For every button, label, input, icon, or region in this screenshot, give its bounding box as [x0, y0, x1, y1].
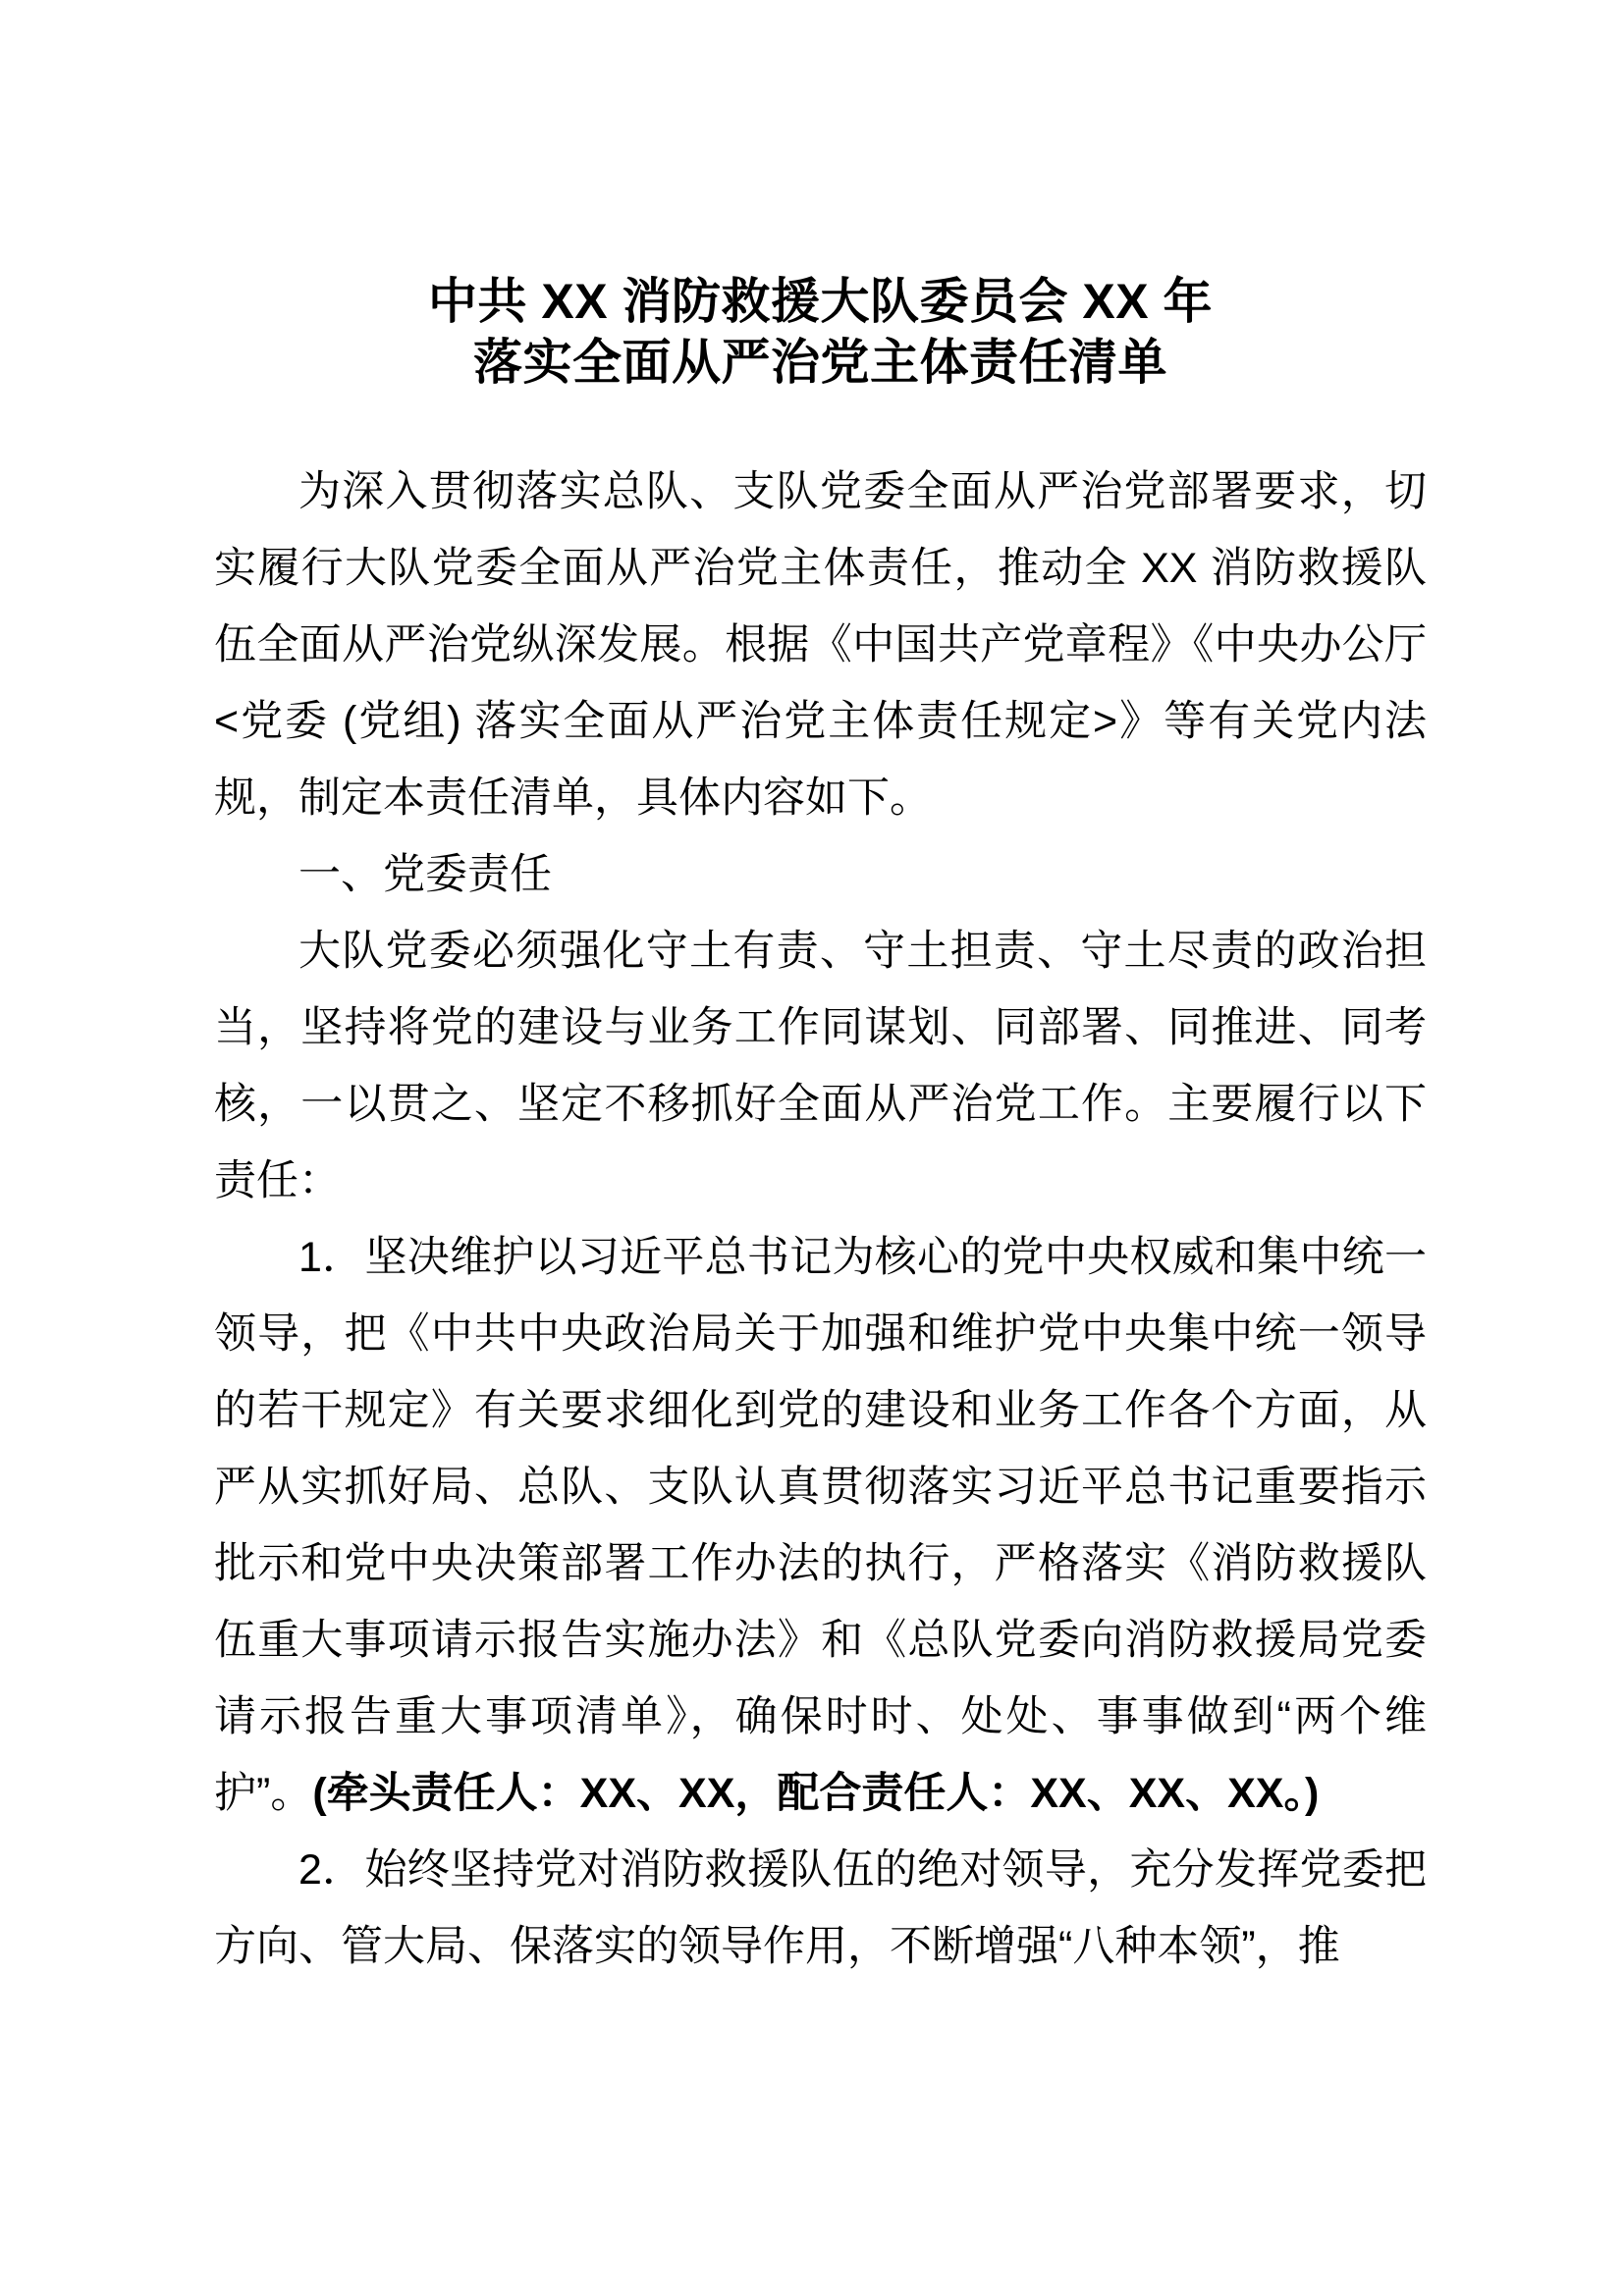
section-heading-1: 一、党委责任	[298, 851, 552, 898]
paragraph-section-1-intro: 大队党委必须强化守土有责、守土担责、守土尽责的政治担当，坚持将党的建设与业务工作同谋划、同部署、同推进、同考核，一以贯之、坚定不移抓好全面从严治党工作。主要履行以下责任：	[214, 928, 1427, 1204]
document-body	[214, 393, 1427, 1985]
document-title-block	[214, 0, 1427, 393]
document-content	[214, 0, 1427, 1985]
paragraph-item-2: 2．始终坚持党对消防救援队伍的绝对领导，充分发挥党委把方向、管大局、保落实的领导作用，不断增强“八种本领”，推	[214, 1846, 1427, 1970]
page-title	[214, 271, 1427, 393]
paragraph-intro: 为深入贯彻落实总队、支队党委全面从严治党部署要求，切实履行大队党委全面从严治党主体责任，推动全 XX 消防救援队伍全面从严治党纵深发展。根据《中国共产党章程》《中央办公厅 <党委 (党组) 落实全面从严治党主体责任规定>》等有关党内法规，制定本责任清单，具体内容如下。	[214, 468, 1427, 822]
title-line-2: 落实全面从严治党主体责任清单	[473, 335, 1167, 390]
paragraph-item-1	[214, 1219, 1427, 1832]
item-1-responsible-persons: (牵头责任人：XX、XX，配合责任人：XX、XX、XX。)	[312, 1770, 1320, 1817]
item-1-body: 1．坚决维护以习近平总书记为核心的党中央权威和集中统一领导，把《中共中央政治局关于加强和维护党中央集中统一领导的若干规定》有关要求细化到党的建设和业务工作各个方面，从严从实抓好局、总队、支队认真贯彻落实习近平总书记重要指示批示和党中央决策部署工作办法的执行，严格落实《消防救援队伍重大事项请示报告实施办法》和《总队党委向消防救援局党委请示报告重大事项清单》，确保时时、处处、事事做到“两个维护”。	[214, 1234, 1427, 1817]
title-line-1: 中共 XX 消防救援大队委员会 XX 年	[428, 274, 1213, 329]
